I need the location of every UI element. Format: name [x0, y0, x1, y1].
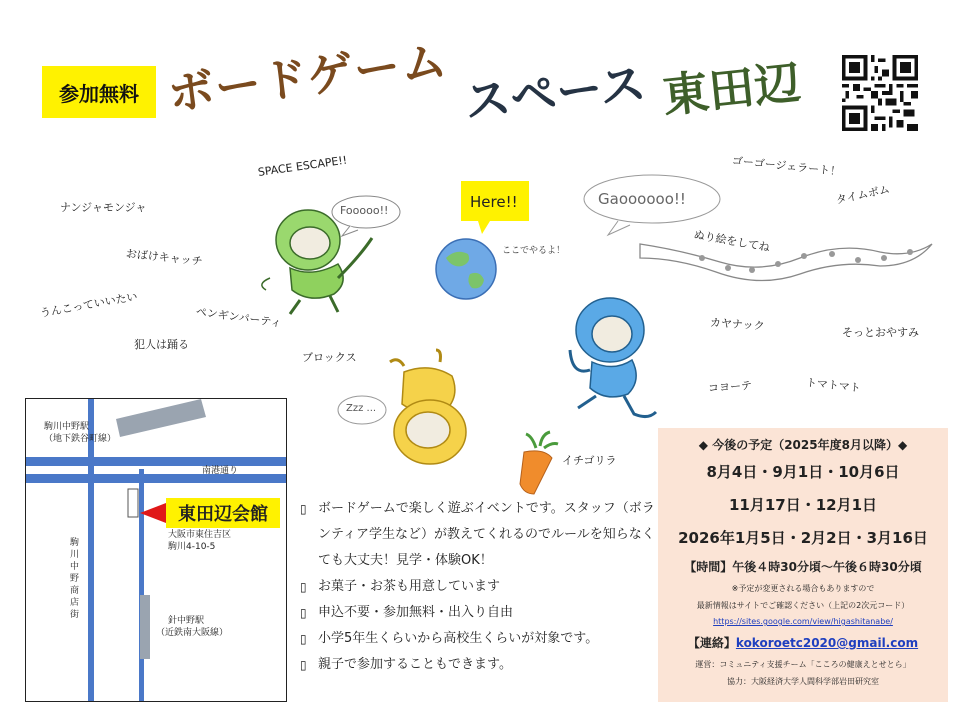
- gaoo-text: Gaoooooo!!: [598, 190, 686, 208]
- yellow-astronaut-illustration: [390, 350, 466, 464]
- access-map: [25, 398, 287, 702]
- map-road-label: 南港通り: [202, 466, 239, 476]
- list-item-text: 親子で参加することもできます。: [318, 657, 512, 672]
- website-link[interactable]: https://sites.google.com/view/higashitanabe/: [713, 617, 893, 626]
- map-street-5: 商: [70, 586, 80, 596]
- here-text: Here!!: [470, 193, 518, 211]
- map-station-bottom: 針中野駅: [168, 616, 205, 626]
- operator-text: 運営：コミュニティ支援チーム「こころの健康えとせとら」: [695, 660, 911, 669]
- fooooo-text: Fooooo!!: [340, 204, 389, 217]
- event-info-list: [300, 496, 656, 678]
- list-item-text: ボードゲームで楽しく遊ぶイベントです。スタッフ（ボランティア学生など）が教えてくれるのでルールを知らなくても大丈夫！見学・体験OK！: [318, 501, 655, 568]
- map-street-2: 川: [70, 550, 80, 560]
- game-nurie: ぬり絵をしてね: [692, 228, 771, 255]
- game-gogo: ゴーゴージェラート！: [731, 154, 842, 179]
- contact-line: [658, 634, 948, 651]
- schedule-box: [658, 428, 948, 702]
- bullet-marker: ▯: [300, 606, 307, 620]
- zzz-text: Zzz ...: [346, 403, 377, 414]
- game-timebomb: タイムボム: [834, 182, 892, 207]
- blue-astronaut-illustration: [570, 298, 656, 417]
- map-street-1: 駒: [70, 538, 80, 548]
- list-item: [300, 652, 656, 678]
- bullet-marker: ▯: [300, 658, 307, 672]
- game-space-escape: SPACE ESCAPE!!: [257, 153, 348, 179]
- bullet-marker: ▯: [300, 502, 307, 516]
- contact-label: 【連絡】: [687, 636, 736, 650]
- map-station-bottom-sub: （近鉄南大阪線）: [156, 628, 229, 638]
- list-item: [300, 496, 656, 574]
- list-item-text: お菓子・お茶も用意しています: [318, 579, 501, 594]
- list-item: [300, 574, 656, 600]
- map-street-7: 街: [70, 610, 80, 620]
- carrot-illustration: [520, 432, 558, 494]
- bullet-marker: ▯: [300, 580, 307, 594]
- cooperation-text: 協力：大阪経済大学人間科学部岩田研究室: [727, 677, 879, 686]
- schedule-note-1: ※予定が変更される場合もありますので: [731, 584, 875, 593]
- game-sotto: そっとおやすみ: [842, 326, 919, 339]
- free-badge: 参加無料: [42, 66, 156, 118]
- bullet-marker: ▯: [300, 632, 307, 646]
- map-street-3: 中: [70, 562, 80, 572]
- game-ichigorira: イチゴリラ: [562, 454, 617, 467]
- snake-illustration: [640, 244, 932, 281]
- list-item-text: 申込不要・参加無料・出入り自由: [318, 605, 514, 620]
- map-street-6: 店: [70, 598, 80, 608]
- game-nanja: ナンジャモンジャ: [60, 201, 147, 214]
- koko-text: ここでやるよ！: [502, 246, 566, 256]
- schedule-dates-1: 8月4日・9月1日・10月6日: [706, 463, 900, 481]
- game-kayanak: カヤナック: [709, 316, 766, 333]
- schedule-heading: ◆ 今後の予定（2025年度8月以降）◆: [698, 438, 908, 452]
- schedule-note-2: 最新情報はサイトでご確認ください（上記の2次元コード）: [696, 601, 910, 610]
- game-hannin: 犯人は踊る: [134, 338, 189, 351]
- game-tomato: トマトマト: [805, 376, 862, 395]
- list-item-text: 小学5年生くらいから高校生くらいが対象です。: [318, 631, 599, 646]
- title-space: スペース: [462, 56, 649, 130]
- list-item: [300, 626, 656, 652]
- schedule-dates-2: 11月17日・12月1日: [728, 496, 878, 514]
- schedule-time: 【時間】午後４時30分頃～午後６時30分頃: [684, 560, 922, 574]
- game-coyote: コヨーテ: [707, 378, 753, 395]
- map-station-top-sub: （地下鉄谷町線）: [44, 434, 117, 444]
- map-address-1: 大阪市東住吉区: [168, 530, 232, 540]
- list-item: [300, 600, 656, 626]
- map-address-2: 駒川4-10-5: [168, 542, 216, 552]
- map-street-4: 野: [70, 574, 80, 584]
- title-boardgame: ボードゲーム: [165, 33, 451, 122]
- map-venue-label: 東田辺会館: [166, 498, 280, 528]
- game-blocks: ブロックス: [302, 351, 357, 364]
- title-higashitanabe: 東田辺: [660, 54, 803, 124]
- map-station-top: 駒川中野駅: [44, 422, 90, 432]
- game-obake: おばけキャッチ: [125, 247, 204, 269]
- game-unko: うんこっていいたい: [38, 289, 139, 320]
- earth-icon: [436, 239, 496, 299]
- game-penguin: ペンギンパーティ: [195, 305, 283, 330]
- schedule-dates-3: 2026年1月5日・2月2日・3月16日: [678, 529, 928, 547]
- contact-email-link[interactable]: kokoroetc2020@gmail.com: [735, 636, 919, 650]
